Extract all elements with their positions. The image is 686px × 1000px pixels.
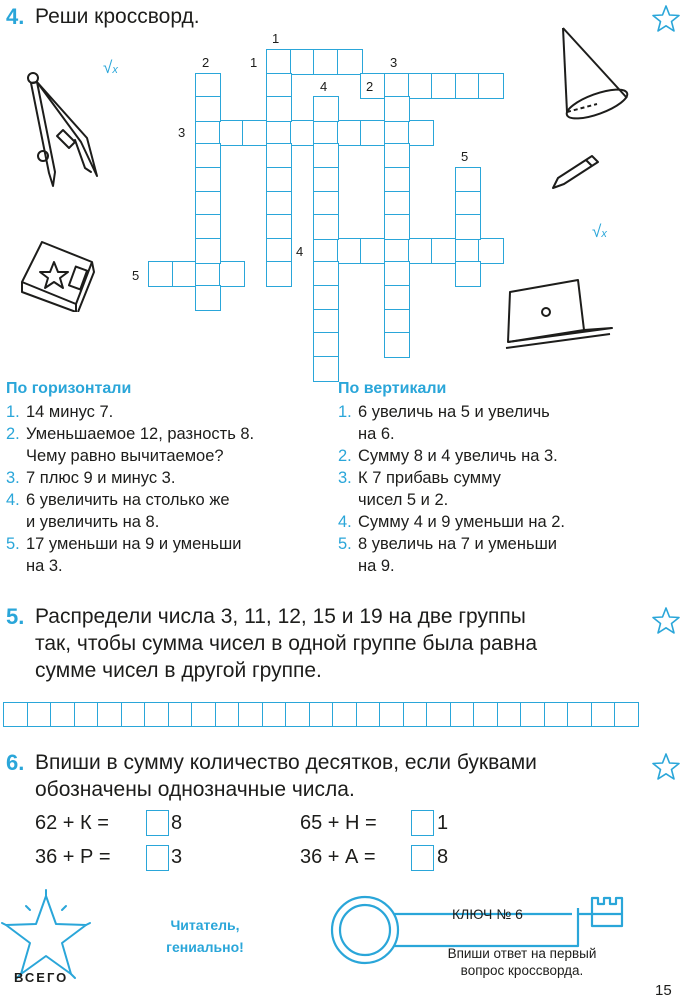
down-clue-text: К 7 прибавь сумму — [358, 469, 501, 487]
down-clue — [338, 467, 658, 489]
across-clue-text: 6 увеличить на столько же — [26, 491, 230, 509]
answer-cell[interactable] — [168, 702, 193, 727]
answer-cell[interactable] — [520, 702, 545, 727]
answer-cell[interactable] — [144, 702, 169, 727]
cw-label-across-5: 5 — [132, 268, 140, 283]
crossword-cell[interactable] — [384, 191, 410, 217]
across-list — [6, 401, 326, 577]
crossword-cell[interactable] — [148, 261, 174, 287]
crossword-cell[interactable] — [313, 191, 339, 217]
down-heading: По вертикали — [338, 380, 447, 397]
crossword-cell[interactable] — [431, 73, 457, 99]
crossword-cell[interactable] — [313, 356, 339, 382]
key-hint-line: Впиши ответ на первый — [447, 946, 597, 961]
across-clue-number: 4. — [6, 491, 20, 509]
root-icon: √x — [103, 58, 118, 77]
crossword-cell[interactable] — [195, 96, 221, 122]
down-clue — [338, 555, 658, 577]
crossword-cell[interactable] — [337, 120, 363, 146]
answer-cell[interactable] — [3, 702, 28, 727]
task5-text — [35, 603, 537, 684]
pen-icon — [548, 148, 603, 193]
cone-icon — [545, 12, 635, 122]
equation-3-left: 36 + Р = — [35, 846, 111, 868]
answer-cell[interactable] — [379, 702, 404, 727]
answer-cell[interactable] — [473, 702, 498, 727]
answer-cell[interactable] — [332, 702, 357, 727]
book-icon — [14, 232, 104, 312]
equation-1-box[interactable] — [146, 810, 169, 836]
crossword-cell[interactable] — [313, 214, 339, 240]
task5-number: 5. — [6, 604, 25, 629]
task6-line: обозначены однозначные числа. — [35, 778, 355, 801]
equation-2-box[interactable] — [411, 810, 434, 836]
across-clue — [6, 445, 326, 467]
answer-cell[interactable] — [309, 702, 334, 727]
answer-cell[interactable] — [544, 702, 569, 727]
answer-cell[interactable] — [50, 702, 75, 727]
down-clue — [338, 533, 658, 555]
crossword-cell[interactable] — [337, 49, 363, 75]
task6-text — [35, 749, 537, 803]
answer-cell[interactable] — [191, 702, 216, 727]
crossword-cell[interactable] — [384, 73, 410, 99]
crossword-cell[interactable] — [172, 261, 198, 287]
equation-1-right: 8 — [171, 812, 183, 834]
crossword-cell[interactable] — [195, 167, 221, 193]
crossword-cell[interactable] — [266, 167, 292, 193]
answer-cell[interactable] — [262, 702, 287, 727]
key-hint — [410, 945, 634, 979]
crossword-cell[interactable] — [313, 285, 339, 311]
across-clue — [6, 533, 326, 555]
cw-label-across-1: 1 — [250, 55, 258, 70]
across-clue-number: 5. — [6, 535, 20, 553]
equation-1-left: 62 + К = — [35, 812, 109, 834]
crossword-cell[interactable] — [384, 120, 410, 146]
crossword-cell[interactable] — [219, 261, 245, 287]
answer-cell[interactable] — [614, 702, 639, 727]
crossword-cell[interactable] — [384, 143, 410, 169]
cw-label-down-3: 3 — [390, 55, 398, 70]
crossword-cell[interactable] — [384, 167, 410, 193]
crossword-cell[interactable] — [313, 238, 339, 264]
crossword-cell[interactable] — [266, 73, 292, 99]
task4-title: Реши кроссворд. — [35, 5, 200, 28]
down-clue-number: 1. — [338, 403, 352, 421]
crossword-cell[interactable] — [266, 143, 292, 169]
equation-2-left: 65 + Н = — [300, 812, 377, 834]
crossword-cell[interactable] — [266, 238, 292, 264]
down-clue-number: 4. — [338, 513, 352, 531]
answer-cell[interactable] — [74, 702, 99, 727]
crossword-cell[interactable] — [384, 285, 410, 311]
crossword-cell[interactable] — [313, 49, 339, 75]
across-clue-text: 14 минус 7. — [26, 403, 114, 421]
crossword-cell[interactable] — [313, 261, 339, 287]
across-clue — [6, 555, 326, 577]
down-list — [338, 401, 658, 577]
down-clue — [338, 401, 658, 423]
task6-number: 6. — [6, 750, 25, 775]
across-clues — [6, 380, 326, 577]
crossword-cell[interactable] — [195, 238, 221, 264]
down-clue-text: 8 увеличь на 7 и уменьши — [358, 535, 558, 553]
answer-cell[interactable] — [450, 702, 475, 727]
answer-cell[interactable] — [121, 702, 146, 727]
crossword-cell[interactable] — [313, 143, 339, 169]
across-clue-text: Чему равно вычитаемое? — [26, 447, 224, 465]
task4-number: 4. — [6, 4, 25, 29]
task5-line: так, чтобы сумма чисел в одной группе была равна — [35, 632, 538, 655]
crossword-cell[interactable] — [384, 96, 410, 122]
key-title: КЛЮЧ № 6 — [452, 906, 523, 922]
crossword-cell[interactable] — [266, 120, 292, 146]
crossword-cell[interactable] — [195, 214, 221, 240]
down-clue — [338, 445, 658, 467]
crossword-cell[interactable] — [313, 309, 339, 335]
answer-cell[interactable] — [238, 702, 263, 727]
crossword-cell[interactable] — [195, 285, 221, 311]
crossword-cell[interactable] — [384, 238, 410, 264]
down-clue-text: на 6. — [358, 425, 395, 443]
crossword-cell[interactable] — [455, 191, 481, 217]
crossword-cell[interactable] — [478, 238, 504, 264]
cw-label-down-1: 1 — [272, 31, 280, 46]
equation-4-right: 8 — [437, 846, 449, 868]
down-clue-number: 5. — [338, 535, 352, 553]
crossword-cell[interactable] — [408, 73, 434, 99]
crossword-cell[interactable] — [384, 332, 410, 358]
cw-label-down-4: 4 — [320, 79, 328, 94]
across-clue — [6, 489, 326, 511]
praise-line: гениально! — [166, 939, 244, 955]
across-clue — [6, 423, 326, 445]
across-clue-number: 2. — [6, 425, 20, 443]
answer-cell[interactable] — [426, 702, 451, 727]
crossword-cell[interactable] — [266, 261, 292, 287]
crossword-cell[interactable] — [266, 214, 292, 240]
task5-line: Распредели числа 3, 11, 12, 15 и 19 на две группы — [35, 605, 526, 628]
crossword-cell[interactable] — [384, 261, 410, 287]
crossword-cell[interactable] — [313, 120, 339, 146]
cw-label-across-4: 4 — [296, 244, 304, 259]
crossword-cell[interactable] — [313, 167, 339, 193]
crossword-cell[interactable] — [408, 238, 434, 264]
down-clue-text: на 9. — [358, 557, 395, 575]
answer-cell[interactable] — [356, 702, 381, 727]
down-clue-number: 2. — [338, 447, 352, 465]
answer-cell[interactable] — [215, 702, 240, 727]
task6-line: Впиши в сумму количество десятков, если буквами — [35, 751, 537, 774]
crossword-cell[interactable] — [266, 191, 292, 217]
star-icon — [651, 606, 681, 636]
page-number: 15 — [655, 982, 672, 999]
cw-label-across-3: 3 — [178, 125, 186, 140]
crossword-cell[interactable] — [455, 73, 481, 99]
answer-cell[interactable] — [497, 702, 522, 727]
star-icon — [651, 4, 681, 34]
equation-2-right: 1 — [437, 812, 449, 834]
across-clue — [6, 401, 326, 423]
compass-icon — [15, 68, 105, 193]
answer-cell[interactable] — [403, 702, 428, 727]
root-icon-2: √x — [592, 222, 607, 241]
star-icon — [651, 752, 681, 782]
total-label: ВСЕГО — [14, 970, 69, 985]
crossword-cell[interactable] — [337, 238, 363, 264]
across-clue — [6, 467, 326, 489]
task5-line: сумме чисел в другой группе. — [35, 659, 322, 682]
across-clue-number: 3. — [6, 469, 20, 487]
down-clue — [338, 423, 658, 445]
crossword-cell[interactable] — [455, 167, 481, 193]
crossword-cell[interactable] — [242, 120, 268, 146]
crossword-cell[interactable] — [384, 214, 410, 240]
down-clue-text: 6 увеличь на 5 и увеличь — [358, 403, 550, 421]
crossword-cell[interactable] — [384, 309, 410, 335]
praise-line: Читатель, — [170, 917, 240, 933]
crossword-cell[interactable] — [455, 261, 481, 287]
answer-cell[interactable] — [27, 702, 52, 727]
crossword-cell[interactable] — [219, 120, 245, 146]
down-clue — [338, 511, 658, 533]
crossword-cell[interactable] — [455, 214, 481, 240]
crossword-cell[interactable] — [266, 96, 292, 122]
equation-3-box[interactable] — [146, 845, 169, 871]
crossword-cell[interactable] — [195, 120, 221, 146]
crossword-cell[interactable] — [408, 120, 434, 146]
key-hint-line: вопрос кроссворда. — [460, 963, 584, 978]
across-clue — [6, 511, 326, 533]
praise-text — [150, 914, 260, 958]
answer-cell[interactable] — [591, 702, 616, 727]
crossword-cell[interactable] — [266, 49, 292, 75]
crossword-cell[interactable] — [195, 191, 221, 217]
across-clue-text: Уменьшаемое 12, разность 8. — [26, 425, 255, 443]
crossword-cell[interactable] — [455, 238, 481, 264]
answer-cell[interactable] — [285, 702, 310, 727]
answer-cell[interactable] — [567, 702, 592, 727]
crossword-cell[interactable] — [478, 73, 504, 99]
crossword-cell[interactable] — [195, 73, 221, 99]
crossword-cell[interactable] — [431, 238, 457, 264]
laptop-icon — [498, 272, 618, 356]
answer-cell[interactable] — [97, 702, 122, 727]
crossword-cell[interactable] — [313, 332, 339, 358]
down-clue — [338, 489, 658, 511]
down-clue-text: чисел 5 и 2. — [358, 491, 449, 509]
equation-4-box[interactable] — [411, 845, 434, 871]
across-clue-text: 7 плюс 9 и минус 3. — [26, 469, 176, 487]
down-clue-text: Сумму 8 и 4 увеличь на 3. — [358, 447, 558, 465]
down-clues — [338, 380, 658, 577]
across-clue-number: 1. — [6, 403, 20, 421]
cw-label-down-2: 2 — [202, 55, 210, 70]
cw-label-down-5: 5 — [461, 149, 469, 164]
across-heading: По горизонтали — [6, 380, 132, 397]
crossword-cell[interactable] — [290, 120, 316, 146]
across-clue-text: 17 уменьши на 9 и уменьши — [26, 535, 242, 553]
crossword-cell[interactable] — [360, 238, 386, 264]
crossword-cell[interactable] — [360, 73, 386, 99]
crossword-cell[interactable] — [313, 96, 339, 122]
down-clue-text: Сумму 4 и 9 уменьши на 2. — [358, 513, 565, 531]
crossword-cell[interactable] — [195, 261, 221, 287]
cw-label-across-2: 2 — [366, 79, 374, 94]
crossword-cell[interactable] — [195, 143, 221, 169]
crossword-cell[interactable] — [290, 49, 316, 75]
crossword-cell[interactable] — [360, 120, 386, 146]
equation-4-left: 36 + А = — [300, 846, 376, 868]
across-clue-text: на 3. — [26, 557, 63, 575]
equation-3-right: 3 — [171, 846, 183, 868]
down-clue-number: 3. — [338, 469, 352, 487]
across-clue-text: и увеличить на 8. — [26, 513, 160, 531]
